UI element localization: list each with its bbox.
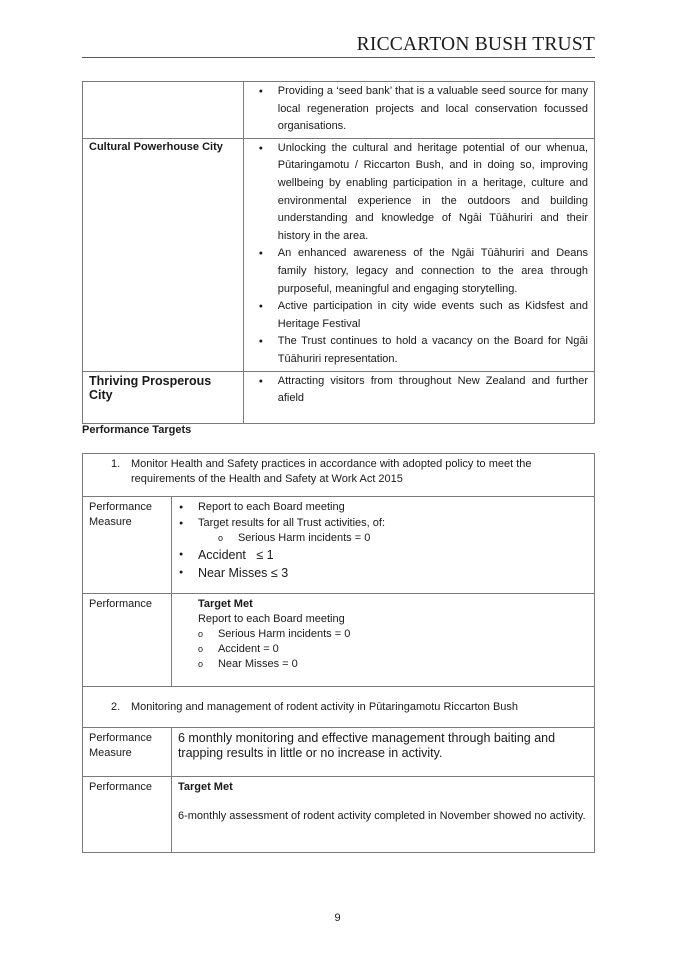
target-status: Target Met <box>177 781 233 793</box>
target-heading-row <box>83 687 595 728</box>
outcome-bullet: ● The Trust continues to hold a vacancy on the Board for Ngāi Tūāhuriri representation. <box>254 333 588 368</box>
target-number: 2. <box>111 701 121 713</box>
performance-item: o Accident = 0 <box>198 642 588 657</box>
measure-content: 6 monthly monitoring and effective management through baiting and trapping results in little or no increase in activity. <box>171 728 594 777</box>
outcomes-row-prosperous <box>83 371 595 423</box>
target-heading <box>83 687 595 728</box>
outcome-label: Thriving Prosperous City <box>83 371 244 423</box>
outcome-bullet: ● Attracting visitors from throughout New Zealand and further afield <box>254 373 588 408</box>
outcome-bullets <box>243 371 594 423</box>
measure-label: Performance Measure <box>83 728 172 777</box>
outcome-bullets <box>243 82 594 139</box>
document-header-title: RICCARTON BUSH TRUST <box>356 34 595 55</box>
performance-targets-table <box>82 453 595 853</box>
measure-row <box>83 728 595 777</box>
performance-content <box>171 594 594 687</box>
outcomes-row-cultural <box>83 138 595 371</box>
header-rule <box>82 57 595 58</box>
target-status: Target Met <box>197 598 253 610</box>
measure-bullet: ● Target results for all Trust activities, of: <box>178 516 588 532</box>
outcome-label: Cultural Powerhouse City <box>83 138 244 371</box>
section-title: Performance Targets <box>82 424 192 436</box>
outcome-bullet: ● Unlocking the cultural and heritage potential of our whenua, Pūtaringamotu / Riccarton Bush, and in doing so, improving wellbeing by enabling participation in a heritage, culture and environmental experience in the outdoors and building understanding and knowledge of Ngāi Tūāhuriri and their history in the area. <box>254 140 588 246</box>
outcomes-row-seed-bank <box>83 82 595 139</box>
target-heading-row <box>83 454 595 497</box>
target-heading-text: Monitor Health and Safety practices in accordance with adopted policy to meet the requirements of the Health and Safety at Work Act 2015 <box>131 458 532 485</box>
performance-row <box>83 594 595 687</box>
measure-label: Performance Measure <box>83 497 172 594</box>
outcome-label-empty <box>83 82 244 139</box>
measure-bullet: ● Accident ≤ 1 <box>178 546 588 564</box>
performance-detail: 6-monthly assessment of rodent activity completed in November showed no activity. <box>177 810 586 822</box>
performance-content <box>171 777 594 853</box>
outcome-bullet: ● Providing a ‘seed bank’ that is a valuable seed source for many local regeneration projects and local conservation focussed organisations. <box>254 83 588 136</box>
performance-item: o Near Misses = 0 <box>198 657 588 672</box>
outcome-bullet: ● Active participation in city wide events such as Kidsfest and Heritage Festival <box>254 298 588 333</box>
performance-line: Report to each Board meeting <box>197 613 345 625</box>
measure-content <box>171 497 594 594</box>
performance-row <box>83 777 595 853</box>
performance-label: Performance <box>83 777 172 853</box>
outcome-bullets <box>243 138 594 371</box>
outcomes-table <box>82 81 595 424</box>
measure-row <box>83 497 595 594</box>
target-heading-text: Monitoring and management of rodent activity in Pūtaringamotu Riccarton Bush <box>131 701 519 713</box>
page-number: 9 <box>334 912 341 924</box>
outcome-bullet: ● An enhanced awareness of the Ngāi Tūāhuriri and Deans family history, legacy and connection to the area through purposeful, meaningful and engaging storytelling. <box>254 245 588 298</box>
target-heading <box>83 454 595 497</box>
performance-item: o Serious Harm incidents = 0 <box>198 627 588 642</box>
target-number: 1. <box>111 458 121 470</box>
measure-sub-bullet: o Serious Harm incidents = 0 <box>218 531 588 546</box>
measure-bullet: ● Near Misses ≤ 3 <box>178 564 588 582</box>
performance-label: Performance <box>83 594 172 687</box>
measure-bullet: ● Report to each Board meeting <box>178 500 588 516</box>
